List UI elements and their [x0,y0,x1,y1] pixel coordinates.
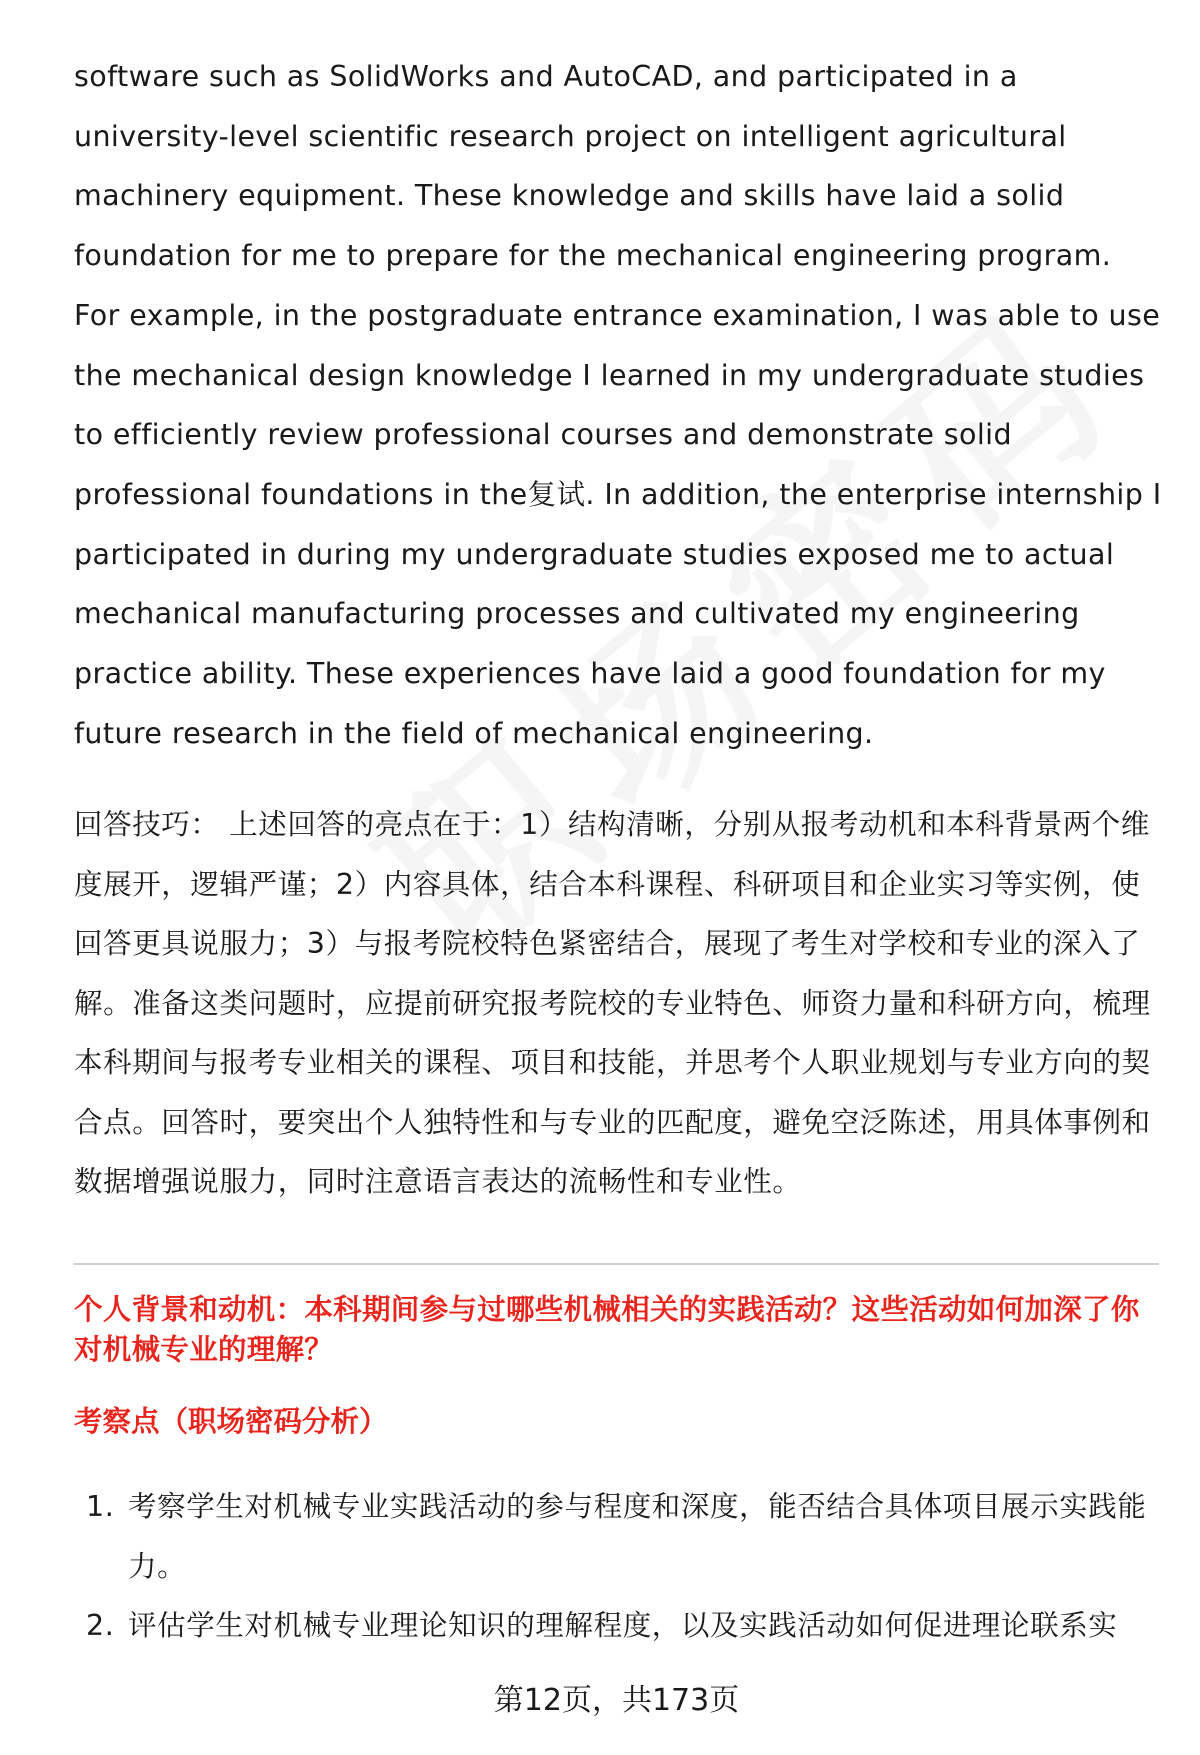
section-title: 考察点（职场密码分析） [74,1405,388,1438]
list-item [74,1596,1159,1656]
list-item-text: 评估学生对机械专业理论知识的理解程度，以及实践活动如何促进理论联系实 [128,1609,1118,1642]
list-item [74,1477,1159,1596]
list-item-number: 2. [86,1609,115,1642]
page-footer: 第12页，共173页 [493,1683,740,1718]
list-item-number: 1. [86,1490,115,1523]
answer-paragraph-english: software such as SolidWorks and AutoCAD, and participated in a university-level scientific research project on intelligent agricultural machinery equipment. These knowledge and skills have laid a solid foundation for me to prepare for the mechanical engineering program. For example, in the postgraduate entrance examination, I was able to use the mechanical design knowledge I learned in my undergraduate studies to efficiently review professional courses and demonstrate solid professional foundations in the复试. In addition, the enterprise internship I participated in during my undergraduate studies exposed me to actual mechanical manufacturing processes and cultivated my engineering practice ability. These experiences have laid a good foundation for my future research in the field of mechanical engineering. [74,60,1162,750]
answer-tips-paragraph: 回答技巧： 上述回答的亮点在于：1）结构清晰，分别从报考动机和本科背景两个维度展开，逻辑严谨；2）内容具体，结合本科课程、科研项目和企业实习等实例，使回答更具说服力；3）与报考院校特色紧密结合，展现了考生对学校和专业的深入了解。准备这类问题时，应提前研究报考院校的专业特色、师资力量和科研方向，梳理本科期间与报考专业相关的课程、项目和技能，并思考个人职业规划与专业方向的契合点。回答时，要突出个人独特性和与专业的匹配度，避免空泛陈述，用具体事例和数据增强说服力，同时注意语言表达的流畅性和专业性。 [74,808,1151,1198]
list-item-text: 考察学生对机械专业实践活动的参与程度和深度，能否结合具体项目展示实践能力。 [128,1490,1147,1583]
section-divider [74,1263,1159,1265]
question-heading: 个人背景和动机：本科期间参与过哪些机械相关的实践活动？这些活动如何加深了你对机械专业的理解？ [74,1293,1140,1366]
assessment-points-list [74,1477,1159,1656]
document-page [74,0,1162,1755]
